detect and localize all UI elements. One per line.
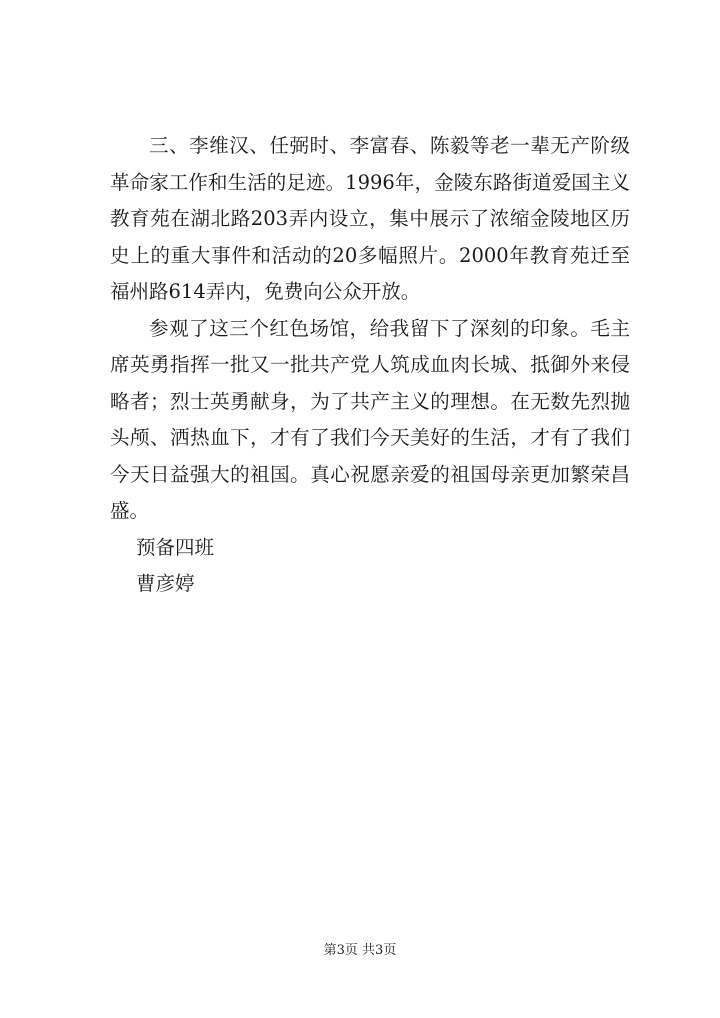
page-footer: 第3页 共3页 [323, 943, 397, 958]
paragraph-2: 参观了这三个红色场馆，给我留下了深刻的印象。毛主席英勇指挥一批又一批共产党人筑成血肉长城、抵御外来侵略者；烈士英勇献身，为了共产主义的理想。在无数先烈抛头颅、洒热血下，才有了我们今天美好的生活，才有了我们今天日益强大的祖国。真心祝愿亲爱的祖国母亲更加繁荣昌盛。 [110, 316, 630, 522]
author-name: 曹彦婷 [136, 572, 195, 595]
document-body [110, 128, 630, 603]
class-name: 预备四班 [136, 535, 215, 559]
paragraph-1: 三、李维汉、任弼时、李富春、陈毅等老一辈无产阶级革命家工作和生活的足迹。1996年，金陵东路街道爱国主义教育苑在湖北路203弄内设立，集中展示了浓缩金陵地区历史上的重大事件和活动的20多幅照片。2000年教育苑迁至福州路614弄内，免费向公众开放。 [110, 134, 630, 303]
